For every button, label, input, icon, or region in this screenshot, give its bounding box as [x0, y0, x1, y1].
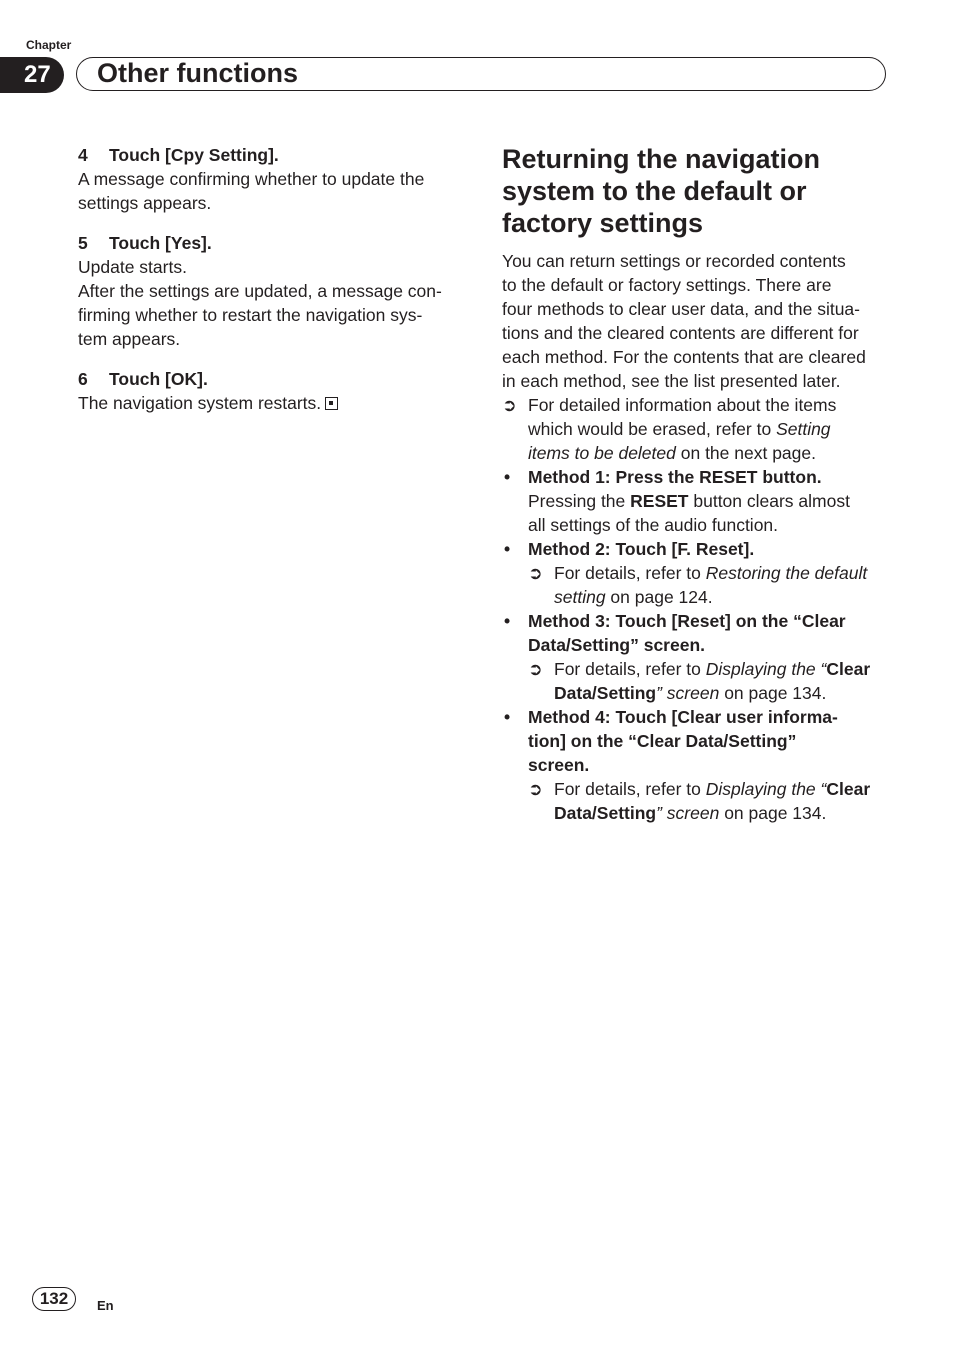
left-column: [78, 143, 468, 431]
reference-line: [554, 585, 894, 609]
reference-line: [554, 561, 894, 585]
right-column: [502, 143, 894, 825]
reference-text: For details, refer to: [554, 779, 706, 799]
intro-paragraph: [502, 249, 894, 393]
section-title-line: factory settings: [502, 208, 704, 238]
section-title-line: Returning the navigation: [502, 144, 821, 174]
step-text-line: [78, 391, 468, 415]
reference-text: For details, refer to: [554, 659, 706, 679]
page-number: 132: [32, 1287, 76, 1311]
section-title: [502, 143, 894, 239]
step-heading: [78, 231, 468, 255]
step-title: Touch [Yes].: [109, 233, 212, 253]
step-text-line: Update starts.: [78, 257, 187, 277]
reference-line: [528, 417, 894, 441]
intro-line: each method. For the contents that are cleared: [502, 347, 866, 367]
intro-line: tions and the cleared contents are different for: [502, 323, 859, 343]
arrow-right-icon: ➲: [528, 659, 543, 679]
reference-link-text: Displaying the “: [705, 779, 827, 799]
method-title-line: Data/Setting” screen.: [528, 635, 705, 655]
chapter-number-badge: 27: [0, 57, 64, 93]
reference-link-text: items to be deleted: [528, 443, 676, 463]
end-mark-icon: [325, 397, 338, 410]
reference-link-text: ” screen: [656, 803, 720, 823]
method-text-line: all settings of the audio function.: [528, 515, 779, 535]
step-5: [78, 231, 468, 351]
bullet-icon: •: [504, 707, 511, 727]
reference-line: For detailed information about the items: [528, 395, 837, 415]
intro-line: You can return settings or recorded contents: [502, 251, 846, 271]
method-title: Method 1: Press the RESET button.: [528, 467, 822, 487]
method-text-emphasis: RESET: [630, 491, 689, 511]
step-text-line: settings appears.: [78, 193, 212, 213]
step-text-line: After the settings are updated, a message con-: [78, 281, 442, 301]
reference-link-bold: Data/Setting: [554, 683, 657, 703]
step-title: Touch [Cpy Setting].: [109, 145, 279, 165]
method-3-reference: [502, 657, 894, 705]
reference-line: [528, 441, 894, 465]
step-heading: [78, 143, 468, 167]
step-number: 4: [78, 145, 88, 165]
method-title-line: screen.: [528, 755, 590, 775]
reference-text: which would be erased, refer to: [528, 419, 777, 439]
reference-note: [502, 393, 894, 465]
arrow-right-icon: ➲: [502, 395, 517, 415]
reference-text: on page 134.: [719, 683, 827, 703]
arrow-right-icon: ➲: [528, 779, 543, 799]
reference-text: on page 134.: [719, 803, 827, 823]
bullet-icon: •: [504, 611, 511, 631]
reference-link-bold: Clear: [826, 779, 871, 799]
step-title: Touch [OK].: [109, 369, 208, 389]
arrow-right-icon: ➲: [528, 563, 543, 583]
chapter-label: Chapter: [26, 38, 72, 52]
reference-line: [554, 801, 894, 825]
intro-line: in each method, see the list presented later.: [502, 371, 841, 391]
bullet-icon: •: [504, 539, 511, 559]
reference-text: on the next page.: [675, 443, 816, 463]
method-4: [502, 705, 894, 777]
step-text: The navigation system restarts.: [78, 393, 322, 413]
method-1: [502, 465, 894, 537]
reference-line: [554, 657, 894, 681]
method-text: button clears almost: [688, 491, 850, 511]
method-2-reference: [502, 561, 894, 609]
chapter-title: Other functions: [76, 57, 886, 91]
reference-link-text: Setting: [776, 419, 831, 439]
method-title-line: Method 4: Touch [Clear user informa-: [528, 707, 838, 727]
step-heading: [78, 367, 468, 391]
step-number: 6: [78, 369, 88, 389]
reference-line: [554, 681, 894, 705]
method-4-reference: [502, 777, 894, 825]
reference-text: on page 124.: [605, 587, 713, 607]
method-3: [502, 609, 894, 657]
intro-line: to the default or factory settings. There are: [502, 275, 832, 295]
reference-text: For details, refer to: [554, 563, 706, 583]
step-number: 5: [78, 233, 88, 253]
step-text-line: firming whether to restart the navigation sys-: [78, 305, 423, 325]
reference-link-bold: Data/Setting: [554, 803, 657, 823]
step-text-line: tem appears.: [78, 329, 181, 349]
method-text-line: [528, 489, 894, 513]
method-2: [502, 537, 894, 561]
method-title-line: Method 3: Touch [Reset] on the “Clear: [528, 611, 846, 631]
section-title-line: system to the default or: [502, 176, 807, 206]
step-4: [78, 143, 468, 215]
intro-line: four methods to clear user data, and the situa-: [502, 299, 860, 319]
bullet-icon: •: [504, 467, 511, 487]
reference-link-text: setting: [554, 587, 606, 607]
step-6: [78, 367, 468, 415]
reference-link-text: ” screen: [656, 683, 720, 703]
method-title-line: tion] on the “Clear Data/Setting”: [528, 731, 797, 751]
reference-line: [554, 777, 894, 801]
method-title: Method 2: Touch [F. Reset].: [528, 539, 755, 559]
reference-link-text: Restoring the default: [705, 563, 868, 583]
method-text: Pressing the: [528, 491, 631, 511]
language-label: En: [97, 1298, 114, 1313]
reference-link-bold: Clear: [826, 659, 871, 679]
step-text-line: A message confirming whether to update the: [78, 169, 425, 189]
reference-link-text: Displaying the “: [705, 659, 827, 679]
